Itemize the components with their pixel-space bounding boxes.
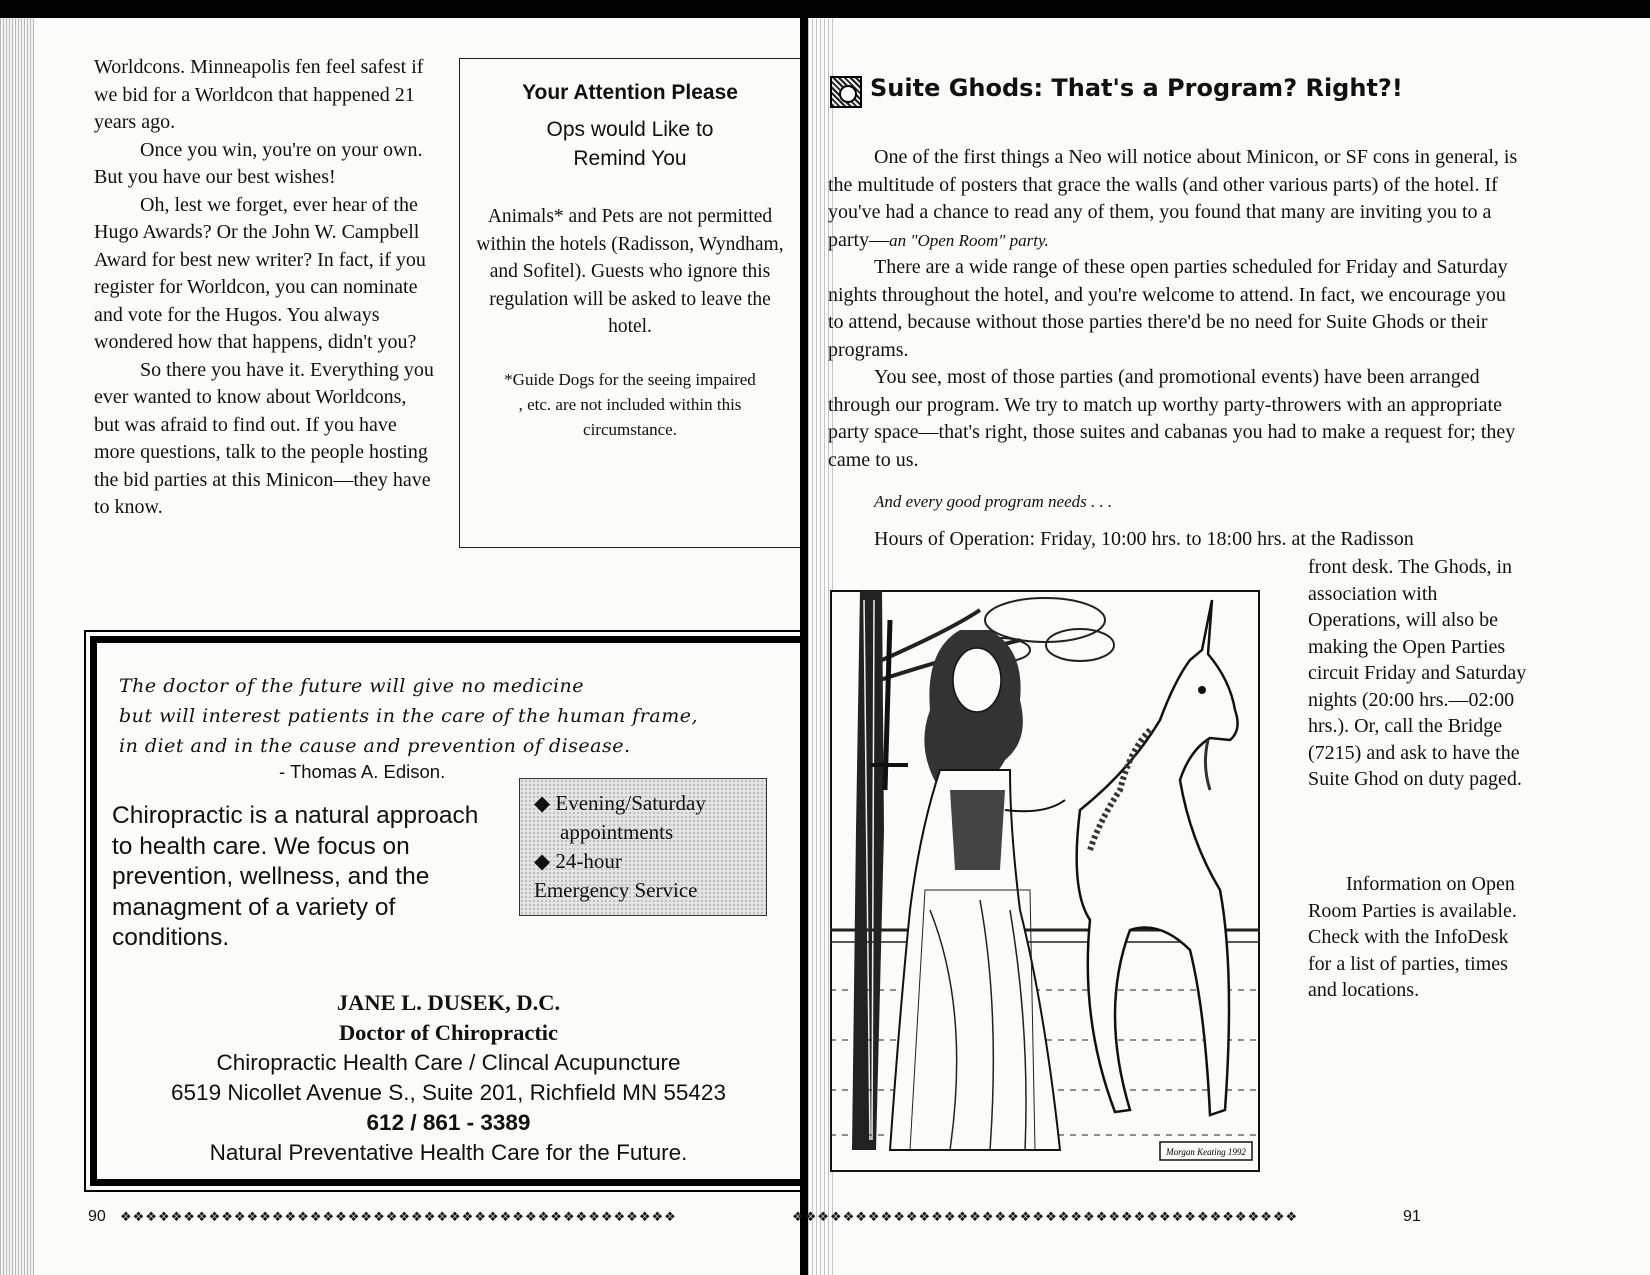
info-text: Information on Open Room Parties is available. Check with the InfoDesk for a list of parties, times and locations. xyxy=(1308,873,1517,1001)
attention-footnote: *Guide Dogs for the seeing impaired , etc. are not included within this circumstance. xyxy=(504,369,756,439)
chiropractic-ad xyxy=(90,636,807,1186)
section-emblem-icon xyxy=(830,76,862,108)
ad-doctor-title: Doctor of Chiropractic xyxy=(338,1020,559,1045)
diamond-bullet-icon: ◆ xyxy=(534,791,556,815)
ad-quote-author: - Thomas A. Edison. xyxy=(279,761,446,782)
left-paragraph-3: Oh, lest we forget, ever hear of the Hugo Awards? Or the John W. Campbell Award for best new writer? In fact, if you register for Worldcon, you can nominate and vote for the Hugos. You always wondered how that happens, didn't you? xyxy=(94,193,426,353)
info-paragraph xyxy=(1308,871,1528,1004)
attention-subtitle-line1: Ops would Like to xyxy=(546,118,714,141)
ornament-rule-left: ❖❖❖❖❖❖❖❖❖❖❖❖❖❖❖❖❖❖❖❖❖❖❖❖❖❖❖❖❖❖❖❖❖❖❖❖❖❖❖❖❖❖❖❖ xyxy=(120,1211,677,1225)
attention-subtitle xyxy=(460,115,800,173)
attention-box xyxy=(459,58,800,548)
ad-quote-line1: The doctor of the future will give no medicine xyxy=(119,675,585,697)
article-paragraph-2: There are a wide range of these open parties scheduled for Friday and Saturday nights throughout the hotel, and you're welcome to attend. In fact, we encourage you to attend, because without those parties there'd be no need for Suite Ghods or their programs. xyxy=(828,256,1508,361)
ad-services-box xyxy=(519,778,767,916)
artist-signature xyxy=(1160,1142,1252,1160)
open-room-party-emphasis: an "Open Room" party. xyxy=(889,230,1049,250)
ad-quote-line3: in diet and in the cause and prevention of disease. xyxy=(119,735,631,757)
maiden-unicorn-illustration xyxy=(830,590,1260,1172)
left-paragraph-4: So there you have it. Everything you ever wanted to know about Worldcons, but was afraid to find out. If you have more questions, talk to the people hosting the bid parties at this Minicon—they have to know. xyxy=(94,358,434,518)
ad-practice: Chiropractic Health Care / Clincal Acupuncture xyxy=(216,1050,681,1075)
article-body xyxy=(828,144,1518,553)
attention-subtitle-line2: Remind You xyxy=(573,147,687,170)
service-2: 24-hour xyxy=(555,849,622,873)
left-paragraph-1: Worldcons. Minneapolis fen feel safest if we bid for a Worldcon that happened 21 years ago. xyxy=(94,56,424,133)
left-paragraph-2: Once you win, you're on your own. But you have our best wishes! xyxy=(94,138,423,188)
hours-lead: Hours of Operation: Friday, 10:00 hrs. to 18:00 hrs. at the Radisson xyxy=(874,527,1414,550)
article-title: Suite Ghods: That's a Program? Right?! xyxy=(870,74,1403,102)
article-paragraph-3: You see, most of those parties (and promotional events) have been arranged through our program. We try to match up worthy party-throwers with an appropriate party space—that's right, those suites and cabanas you had to make a request for; they came to us. xyxy=(828,366,1516,471)
ad-address: 6519 Nicollet Avenue S., Suite 201, Richfield MN 55423 xyxy=(171,1080,726,1105)
ornament-rule-right: ❖❖❖❖❖❖❖❖❖❖❖❖❖❖❖❖❖❖❖❖❖❖❖❖❖❖❖❖❖❖❖❖❖❖❖❖❖❖❖❖ xyxy=(792,1211,1299,1225)
ad-quote-line2: but will interest patients in the care of the human frame, xyxy=(119,705,699,727)
page-edge-left xyxy=(0,18,34,1275)
page-number-right: 91 xyxy=(1403,1208,1421,1225)
ad-quote xyxy=(119,671,698,761)
ad-doctor-name: JANE L. DUSEK, D.C. xyxy=(336,990,561,1015)
service-1: Evening/Saturday xyxy=(555,791,706,815)
page-number-left: 90 xyxy=(88,1208,106,1225)
hours-continued: front desk. The Ghods, in association with Operations, will also be making the Open Parties circuit Friday and Saturday nights (20:00 hrs.—02:00 hrs.). Or, call the Bridge (7215) and ask to have the Suite Ghod on duty paged. xyxy=(1308,556,1527,790)
ad-phone: 612 / 861 - 3389 xyxy=(366,1110,531,1135)
program-needs: And every good program needs . . . xyxy=(874,492,1113,511)
service-row-1 xyxy=(534,789,766,818)
ad-contact xyxy=(97,988,800,1168)
ad-intro: Chiropractic is a natural approach to health care. We focus on prevention, wellness, and the managment of a variety of conditions. xyxy=(112,802,479,951)
article-paragraph-1 xyxy=(828,144,1518,254)
service-1-continued: appointments xyxy=(560,820,674,844)
left-column-text xyxy=(94,54,434,522)
signature-text: Morgan Keating 1992 xyxy=(1166,1147,1246,1157)
article-paragraph-1-text: One of the first things a Neo will notice about Minicon, or SF cons in general, is the multitude of posters that grace the walls (and other various parts) of the hotel. If you've had a chance to read any of them, you found that many are inviting you to a party— xyxy=(828,146,1518,251)
service-row-2 xyxy=(534,847,766,876)
right-page xyxy=(792,18,1650,1275)
left-page xyxy=(0,18,800,1275)
attention-body: Animals* and Pets are not permitted within the hotels (Radisson, Wyndham, and Sofitel). Guests who ignore this regulation will be asked to leave the hotel. xyxy=(476,206,784,337)
service-2-continued: Emergency Service xyxy=(534,878,698,902)
ad-tagline: Natural Preventative Health Care for the Future. xyxy=(209,1140,688,1165)
attention-title: Your Attention Please xyxy=(522,81,738,104)
diamond-bullet-icon: ◆ xyxy=(534,849,556,873)
